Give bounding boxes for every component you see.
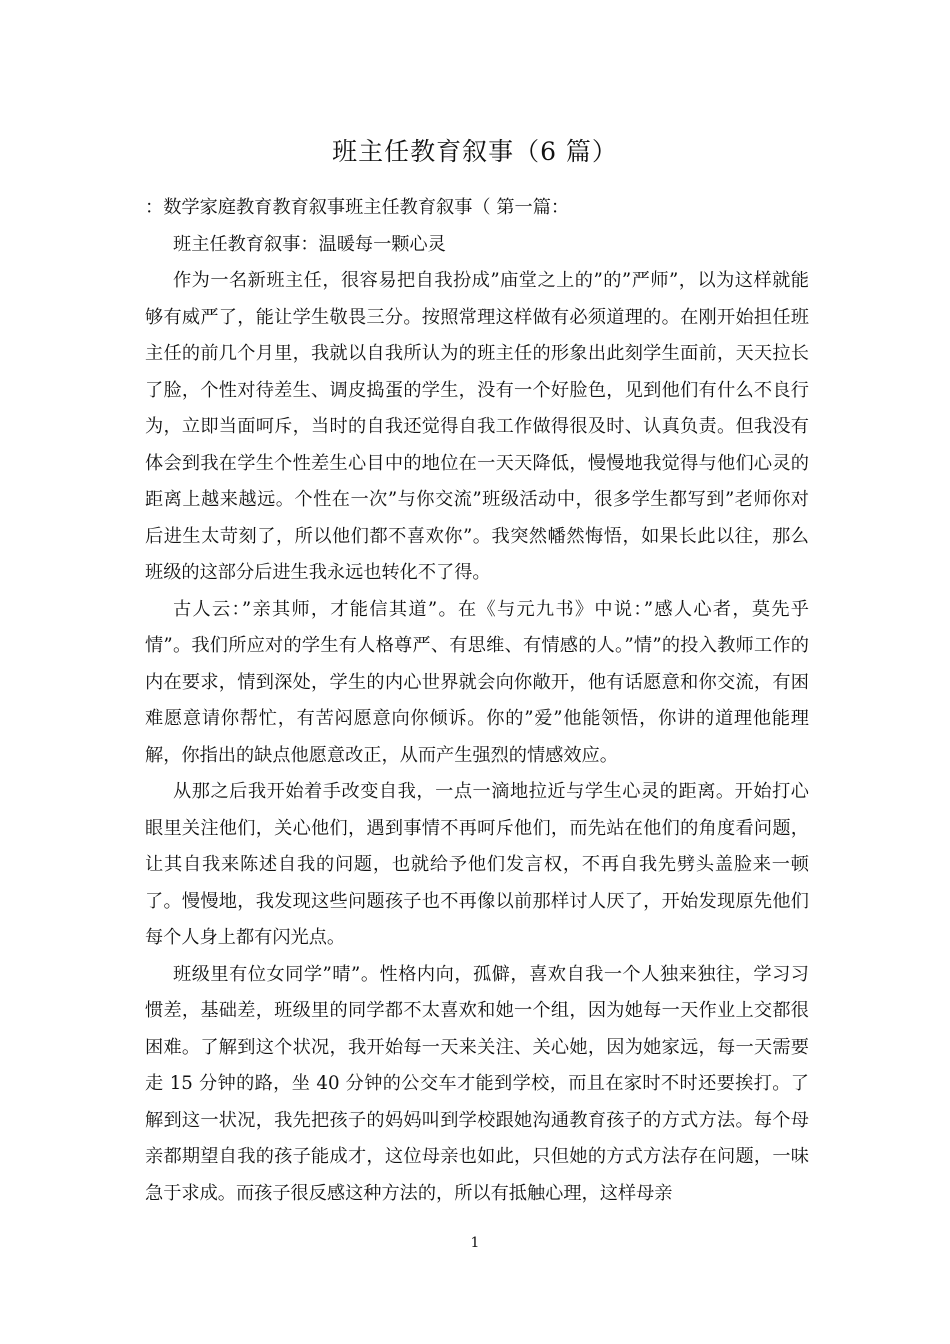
page-number: 1 xyxy=(470,1235,480,1251)
paragraph: 古人云：”亲其师，才能信其道”。在《与元九书》中说：”感人心者，莫先乎情”。我们所应对的学生有人格尊严、有思维、有情感的人。”情”的投入教师工作的内在要求，情到深处，学生的内心世界就会向你敞开，他有话愿意和你交流，有困难愿意请你帮忙，有苦闷愿意向你倾诉。你的”爱”他能领悟，你讲的道理他能理解，你指出的缺点他愿意改正，从而产生强烈的情感效应。 xyxy=(145,598,809,766)
subtitle-line: ：数学家庭教育教育叙事班主任教育叙事（ 第一篇： xyxy=(145,197,570,218)
section-heading: 班主任教育叙事：温暖每一颗心灵 xyxy=(173,233,446,255)
document-body xyxy=(145,190,809,1212)
document-title: 班主任教育叙事（6 篇） xyxy=(332,137,618,166)
paragraph: 从那之后我开始着手改变自我，一点一滴地拉近与学生心灵的距离。开始打心眼里关注他们，关心他们，遇到事情不再呵斥他们，而先站在他们的角度看问题，让其自我来陈述自我的问题，也就给予他们发言权，不再自我先劈头盖脸来一顿了。慢慢地，我发现这些问题孩子也不再像以前那样讨人厌了，开始发现原先他们每个人身上都有闪光点。 xyxy=(145,781,809,948)
paragraph: 作为一名新班主任，很容易把自我扮成”庙堂之上的”的”严师”，以为这样就能够有威严了，能让学生敬畏三分。按照常理这样做有必须道理的。在刚开始担任班主任的前几个月里，我就以自我所认为的班主任的形象出此刻学生面前，天天拉长了脸，个性对待差生、调皮捣蛋的学生，没有一个好脸色，见到他们有什么不良行为，立即当面呵斥，当时的自我还觉得自我工作做得很及时、认真负责。但我没有体会到我在学生个性差生心目中的地位在一天天降低，慢慢地我觉得与他们心灵的距离上越来越远。个性在一次”与你交流”班级活动中，很多学生都写到”老师你对后进生太苛刻了，所以他们都不喜欢你”。我突然幡然悔悟，如果长此以往，那么班级的这部分后进生我永远也转化不了得。 xyxy=(145,270,809,583)
paragraph: 班级里有位女同学”晴”。性格内向，孤僻，喜欢自我一个人独来独往，学习习惯差，基础差，班级里的同学都不太喜欢和她一个组，因为她每一天作业上交都很困难。了解到这个状况，我开始每一天来关注、关心她，因为她家远，每一天需要走 15 分钟的路，坐 40 分钟的公交车才能到学校，而且在家时不时还要挨打。了解到这一状况，我先把孩子的妈妈叫到学校跟她沟通教育孩子的方式方法。每个母亲都期望自我的孩子能成才，这位母亲也如此，只但她的方式方法存在问题，一味急于求成。而孩子很反感这种方法的，所以有抵触心理，这样母亲 xyxy=(145,963,809,1204)
